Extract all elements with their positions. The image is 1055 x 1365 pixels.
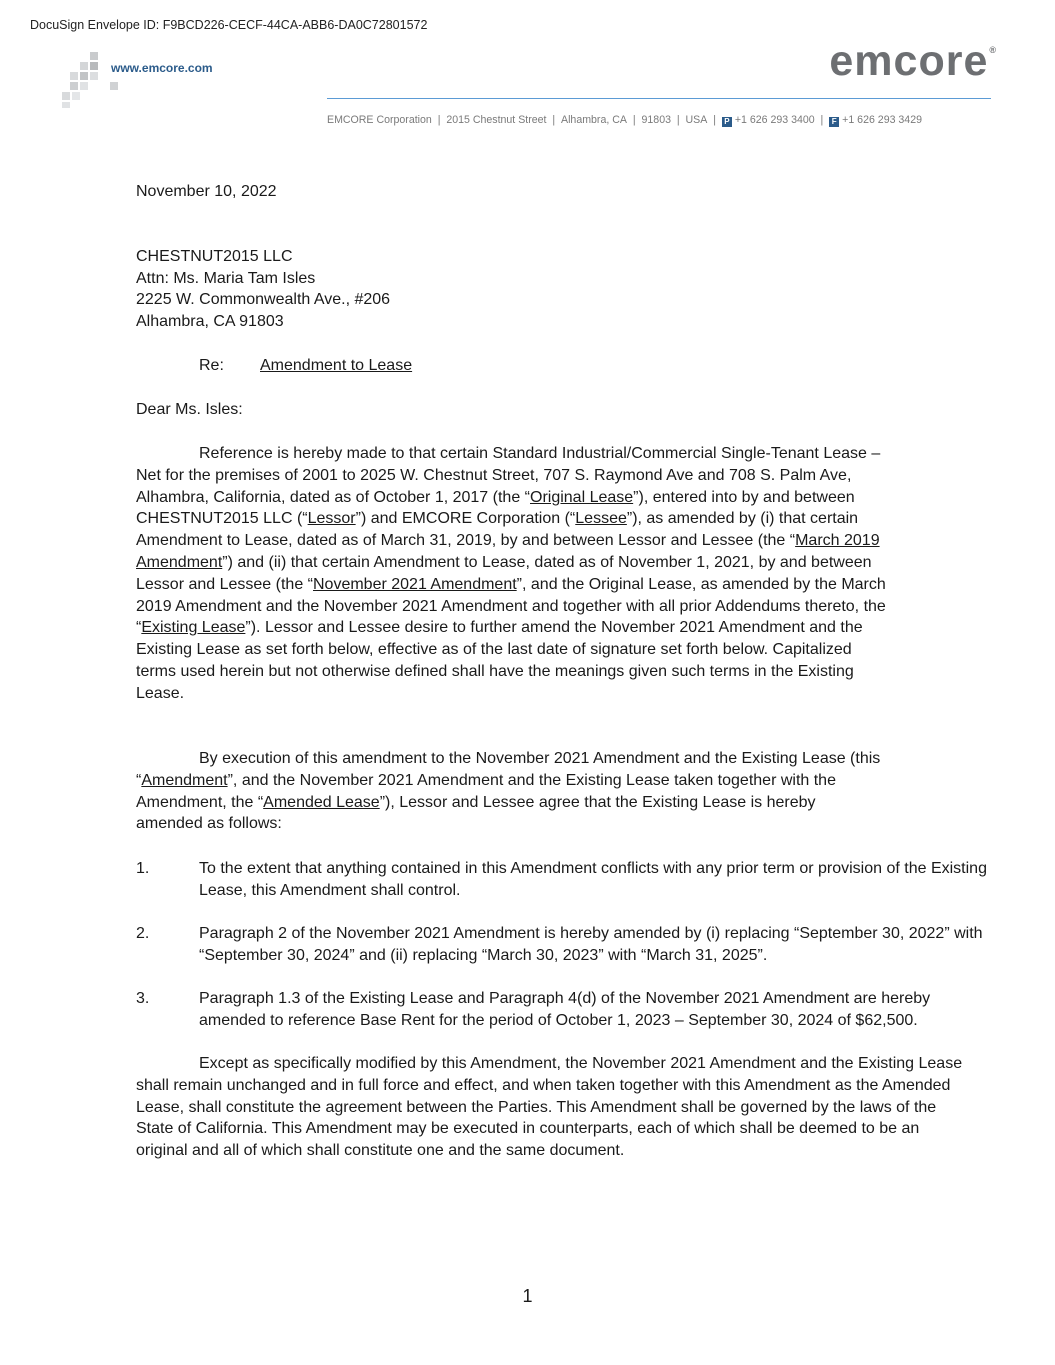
addressee-attention: Attn: Ms. Maria Tam Isles (136, 269, 316, 287)
paragraph-execution (136, 748, 886, 835)
registered-mark: ® (989, 45, 997, 55)
p1-text-a: Reference is hereby made to that certain Standard Industrial/Commercial Single-Tenant Lease –Net for the premises of 2001 to 2025 W. Chestnut Street, 707 S. Raymond Ave and 708 S. Palm Ave, Alhambra, California, dated as of October 1, 2017 (the “ (136, 445, 881, 506)
term-amended-lease: Amended Lease (263, 793, 380, 811)
phone-icon: P (722, 117, 732, 127)
emcore-logo (829, 37, 997, 85)
term-march-2019-amendment: March 2019 Amendment (136, 532, 880, 571)
salutation: Dear Ms. Isles: (136, 401, 243, 418)
list-item-text: Paragraph 2 of the November 2021 Amendment is hereby amended by (i) replacing “September 30, 2022” with “September 30, 2024” and (ii) replacing “March 30, 2023” with “March 31, 2025”. (199, 925, 983, 964)
list-item-text: Paragraph 1.3 of the Existing Lease and Paragraph 4(d) of the November 2021 Amendment are hereby amended to reference Base Rent for the period of October 1, 2023 – September 30, 2024 of $62,500. (199, 990, 931, 1029)
separator: | (713, 114, 716, 126)
p1-text-c: ”) and EMCORE Corporation (“ (355, 510, 576, 528)
paragraph-closing: Except as specifically modified by this Amendment, the November 2021 Amendment and the Existing Lease shall remain unchanged and in full force and effect, and when taken together with this Amendment as the Amended Lease, shall constitute the agreement between the Parties. This Amendment shall be governed by the laws of the State of California. This Amendment may be executed in counterparts, each of which shall be deemed to be an original and all of which shall constitute one and the same document. (136, 1055, 963, 1160)
addressee-city: Alhambra, CA 91803 (136, 312, 284, 330)
re-label: Re: (199, 357, 224, 374)
street-address: 2015 Chestnut Street (446, 114, 547, 126)
separator: | (437, 114, 441, 126)
p1-text-e: ”) and (ii) that certain Amendment to Lease, dated as of November 1, 2021, by and between Lessor and Lessee (the “ (136, 553, 872, 593)
term-existing-lease: Existing Lease (141, 619, 246, 637)
separator: | (632, 114, 636, 126)
p2-text-a: By execution of this amendment to the November 2021 Amendment and the Existing Lease (this “ (136, 750, 881, 789)
addressee-block (136, 246, 986, 332)
p2-text-c: ”), Lessor and Lessee agree that the Existing Lease is hereby amended as follows: (136, 793, 816, 833)
fax-icon: F (829, 117, 839, 127)
separator: | (676, 114, 680, 126)
term-november-2021-amendment: November 2021 Amendment (313, 575, 517, 593)
list-item-number: 1. (136, 860, 150, 877)
term-amendment: Amendment (141, 771, 228, 789)
p1-text-d: ”), as amended by (i) that certain Amendment to Lease, dated as of March 31, 2019, by and between Lessor and Lessee (the “ (136, 510, 859, 550)
p1-text-g: ”). Lessor and Lessee desire to further amend the November 2021 Amendment and the Existing Lease as set forth below, effective as of the last date of signature set forth below. Capitalized terms used herein but not otherwise defined shall have the meanings given such terms in the Existing Lease. (136, 619, 863, 702)
p1-text-f: ”, and the Original Lease, as amended by the March 2019 Amendment and the November 2021 Amendment and together with all prior Addendums thereto, the “ (136, 575, 886, 637)
docusign-envelope-id: DocuSign Envelope ID: F9BCD226-CECF-44CA-ABB6-DA0C72801572 (30, 18, 428, 32)
fax-number: +1 626 293 3429 (842, 114, 922, 126)
city: Alhambra, CA (561, 114, 627, 126)
page-number: 1 (522, 1286, 533, 1306)
emcore-logo-pattern-icon (60, 50, 120, 110)
website-link[interactable]: www.emcore.com (111, 61, 213, 75)
country: USA (685, 114, 708, 126)
re-subject: Amendment to Lease (260, 357, 413, 374)
term-lessee: Lessee (575, 510, 627, 528)
list-item-text: To the extent that anything contained in this Amendment conflicts with any prior term or provision of the Existing Lease, this Amendment shall control. (199, 860, 987, 899)
letterhead-contact-line (327, 114, 991, 127)
p2-text-b: ”, and the November 2021 Amendment and the Existing Lease taken together with the Amendment, the “ (136, 771, 836, 811)
list-item-number: 2. (136, 925, 150, 942)
paragraph-reference (136, 443, 886, 705)
term-original-lease: Original Lease (530, 488, 634, 506)
addressee-street: 2225 W. Commonwealth Ave., #206 (136, 291, 391, 309)
separator: | (552, 114, 556, 126)
addressee-company: CHESTNUT2015 LLC (136, 248, 293, 265)
letter-date: November 10, 2022 (136, 183, 277, 200)
separator: | (820, 114, 824, 126)
phone-number: +1 626 293 3400 (734, 114, 815, 126)
p1-text-b: ”), entered into by and between CHESTNUT2015 LLC (“ (136, 488, 855, 528)
company-name: EMCORE Corporation (327, 114, 432, 126)
list-item-number: 3. (136, 990, 150, 1007)
brand-name: emcore (829, 37, 989, 85)
letterhead-divider (327, 98, 991, 99)
zip: 91803 (641, 114, 671, 126)
term-lessor: Lessor (307, 510, 356, 528)
